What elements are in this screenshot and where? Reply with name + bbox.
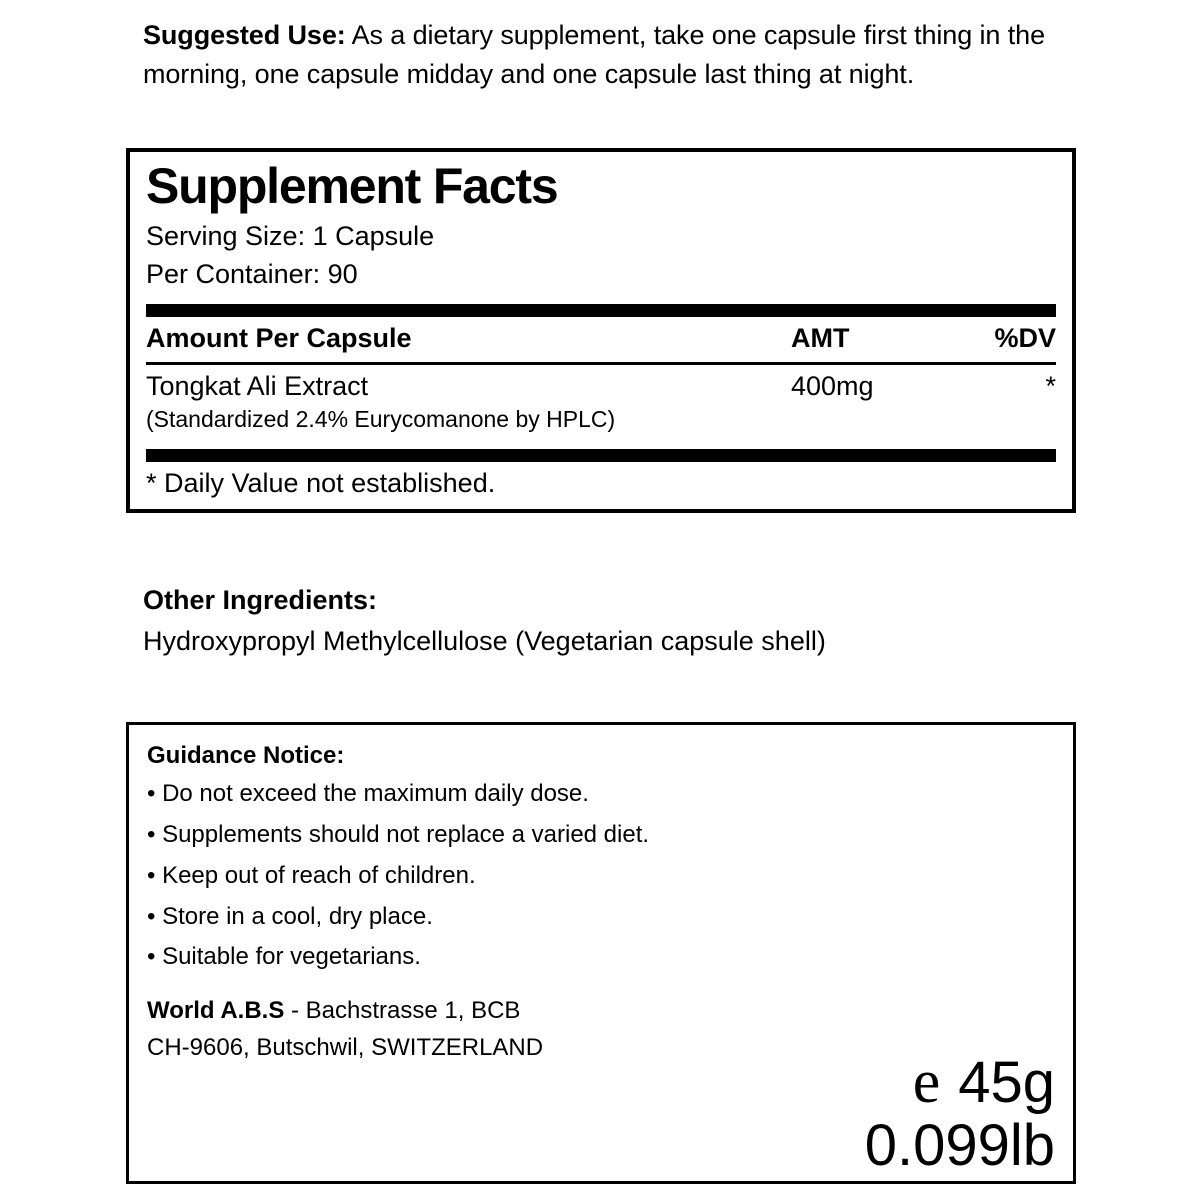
suggested-use-block xyxy=(143,16,1063,94)
net-weight-imperial: 0.099lb xyxy=(864,1113,1055,1178)
daily-value-footnote: * Daily Value not established. xyxy=(146,468,496,499)
ingredient-amount: 400mg xyxy=(791,371,874,402)
facts-header-name: Amount Per Capsule xyxy=(146,323,412,354)
suggested-use-text: As a dietary supplement, take one capsule first thing in the morning, one capsule midday and one capsule last thing at night. xyxy=(143,20,1045,90)
estimated-sign-icon: e xyxy=(912,1048,941,1116)
list-item: • Do not exceed the maximum daily dose. xyxy=(147,780,589,808)
divider-thick-bottom xyxy=(146,449,1056,462)
net-weight-metric-line xyxy=(865,1048,1055,1116)
other-ingredients-title: Other Ingredients: xyxy=(143,585,378,615)
address-line-1: - Bachstrasse 1, BCB xyxy=(284,997,521,1025)
divider-thick-top xyxy=(146,304,1056,317)
net-weight-block xyxy=(864,1048,1055,1178)
suggested-use-label: Suggested Use: xyxy=(143,20,346,50)
ingredient-standardization: (Standardized 2.4% Eurycomanone by HPLC) xyxy=(146,406,616,433)
list-item: • Keep out of reach of children. xyxy=(147,861,476,889)
company-name: World A.B.S xyxy=(147,997,285,1025)
list-item: • Store in a cool, dry place. xyxy=(147,902,433,930)
serving-size: Serving Size: 1 Capsule xyxy=(146,220,435,251)
address-line-2: CH-9606, Butschwil, SWITZERLAND xyxy=(147,1034,544,1062)
guidance-notice-box xyxy=(126,722,1076,1184)
supplement-facts-panel xyxy=(126,148,1076,513)
supplement-facts-title: Supplement Facts xyxy=(146,158,558,214)
guidance-title: Guidance Notice: xyxy=(147,742,345,769)
list-item: • Supplements should not replace a varied diet. xyxy=(147,820,650,848)
servings-per-container: Per Container: 90 xyxy=(146,258,358,289)
facts-header-row xyxy=(146,317,1056,360)
facts-header-amount: AMT xyxy=(791,323,850,354)
other-ingredients-text: Hydroxypropyl Methylcellulose (Vegetarian capsule shell) xyxy=(143,625,826,656)
ingredient-daily-value: * xyxy=(1045,371,1056,402)
other-ingredients-block xyxy=(143,580,1093,661)
table-row xyxy=(146,365,1056,402)
net-weight-metric: 45g xyxy=(958,1050,1055,1115)
ingredient-name: Tongkat Ali Extract xyxy=(146,371,369,402)
list-item: • Suitable for vegetarians. xyxy=(147,943,421,971)
facts-header-dv: %DV xyxy=(994,323,1056,354)
